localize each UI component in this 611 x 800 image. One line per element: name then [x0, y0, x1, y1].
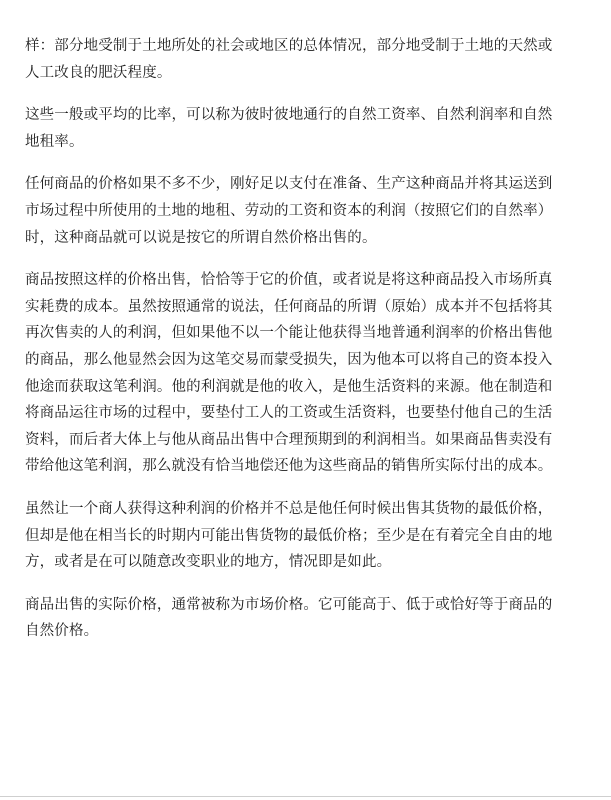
text-line: 人工改良的肥沃程度。: [25, 64, 172, 81]
text-line: 自然价格。: [25, 623, 99, 640]
text-line: 方，或者是在可以随意改变职业的地方，情况即是如此。: [25, 554, 392, 571]
paragraph: [25, 33, 585, 86]
text-line: 样：部分地受制于土地所处的社会或地区的总体情况，部分地受制于土地的天然或: [25, 38, 553, 54]
text-line: 商品按照这样的价格出售，恰恰等于它的价值，或者说是将这种商品投入市场所真: [25, 272, 553, 289]
text-line: 地租率。: [25, 133, 84, 150]
text-line: 他途而获取这笔利润。他的利润就是他的收入，是他生活资料的来源。他在制造和: [25, 378, 553, 395]
text-line: 任何商品的价格如果不多不少，刚好足以支付在准备、生产这种商品并将其运送到: [25, 176, 553, 193]
paragraph: [25, 102, 585, 155]
text-line: 的商品，那么他显然会因为这笔交易而蒙受损失，因为他本可以将自己的资本投入: [25, 351, 553, 368]
paragraph: [25, 171, 585, 251]
paragraph: [25, 496, 585, 576]
page-bottom-divider: [0, 796, 611, 797]
text-line: 将商品运往市场的过程中，要垫付工人的工资或生活资料，也要垫付他自己的生活: [25, 405, 553, 422]
text-line: 商品出售的实际价格，通常被称为市场价格。它可能高于、低于或恰好等于商品的: [25, 596, 553, 613]
text-line: 实耗费的成本。虽然按照通常的说法，任何商品的所谓（原始）成本并不包括将其: [25, 298, 553, 315]
paragraph: [25, 267, 585, 480]
text-line: 资料，而后者大体上与他从商品出售中合理预期到的利润相当。如果商品售卖没有: [25, 431, 553, 448]
text-line: 时，这种商品就可以说是按它的所谓自然价格出售的。: [25, 229, 377, 246]
text-line: 市场过程中所使用的土地的地租、劳动的工资和资本的利润（按照它们的自然率）: [25, 202, 553, 219]
text-line: 带给他这笔利润，那么就没有恰当地偿还他为这些商品的销售所实际付出的成本。: [25, 458, 553, 475]
text-line: 再次售卖的人的利润，但如果他不以一个能让他获得当地普通利润率的价格出售他: [25, 325, 553, 342]
document-body: [25, 33, 585, 661]
text-line: 但却是他在相当长的时期内可能出售货物的最低价格；至少是在有着完全自由的地: [25, 527, 553, 544]
text-line: 这些一般或平均的比率，可以称为彼时彼地通行的自然工资率、自然利润率和自然: [25, 107, 553, 124]
text-line: 虽然让一个商人获得这种利润的价格并不总是他任何时候出售其货物的最低价格，: [25, 500, 553, 517]
paragraph: [25, 592, 585, 645]
